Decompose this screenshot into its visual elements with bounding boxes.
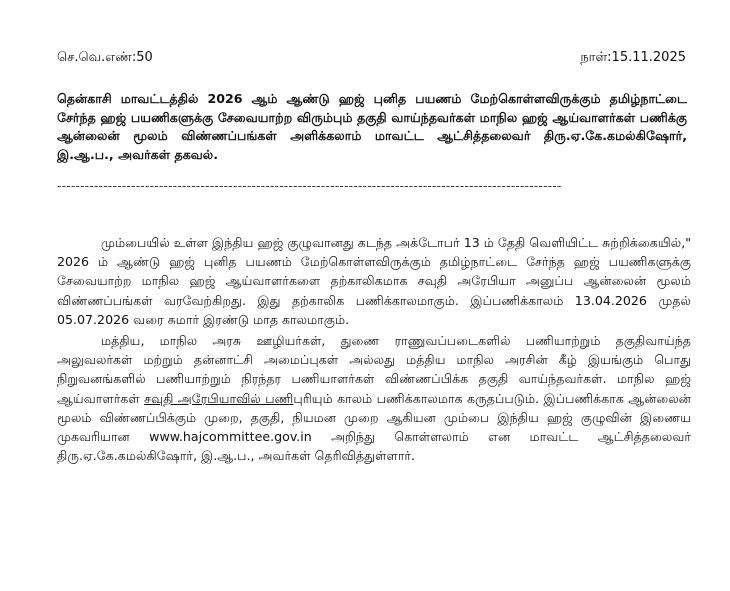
paragraph-1: மும்பையில் உள்ள இந்திய ஹஜ் குழுவானது கடந்த அக்டோபர் 13 ம் தேதி வெளியிட்ட சுற்றிக்கையில்," 2026 ம் ஆண்டு ஹஜ் புனித பயணம் மேற்கொள்ளவிருக்கும் தமிழ்நாட்டை சேர்ந்த ஹஜ் பயணிகளுக்கு சேவையாற்ற மாநில ஹஜ் ஆய்வாளர்களை தற்காலிகமாக சவுதி அரேபியா அனுப்ப ஆன்லைன் மூலம் விண்ணப்பங்கள் வரவேற்கிறது. இது தற்காலிக பணிக்காலமாகும். இப்பணிக்காலம் 13.04.2026 முதல் 05.07.2026 வரை சுமார் இரண்டு மாத காலமாகும். (57, 235, 691, 327)
headline: தென்காசி மாவட்டத்தில் 2026 ஆம் ஆண்டு ஹஜ் புனித பயணம் மேற்கொள்ளவிருக்கும் தமிழ்நாட்டை சேர்ந்த ஹஜ் பயணிகளுக்கு சேவையாற்ற விரும்பும் தகுதி வாய்ந்தவர்கள் மாநில ஹஜ் ஆய்வாளர்கள் பணிக்கு ஆன்லைன் மூலம் விண்ணப்பங்கள் அளிக்கலாம் மாவட்ட ஆட்சித்தலைவர் திரு.ஏ.கே.கமல்கிஷோர், இ.ஆ.ப., அவர்கள் தகவல். (57, 91, 687, 162)
release-date: நாள்:15.11.2025 (580, 50, 686, 65)
paragraph-2-end: புரியும் காலம் பணிக்காலமாக கருதப்படும். இப்பணிக்காக ஆன்லைன் மூலம் விண்ணப்பிக்கும் முறை, தகுதி, நியமன முறை ஆகியன மும்பை இந்திய ஹஜ் குழுவின் இணைய முகவரியான www.hajcommittee.gov.in அறிந்து கொள்ளலாம் என மாவட்ட ஆட்சித்தலைவர் திரு.ஏ.கே.கமல்கிஷோர், இ.ஆ.ப., அவர்கள் தெரிவித்துள்ளார். (57, 390, 692, 464)
paragraph-2-underlined: சவுதி அரேபியாவில் பணி (144, 390, 294, 406)
body-text (57, 233, 691, 465)
separator-line: ------------------------------------------------------------------------------------------------------------- (57, 179, 562, 193)
paragraph-2-start: மத்திய, மாநில அரசு ஊழியர்கள், துணை ராணுவப்படைகளில் பணியாற்றும் தகுதிவாய்ந்த அலுவலர்கள் மற்றும் தன்னாட்சி அமைப்புகள் அல்லது மத்திய மாநில அரசின் கீழ் இயங்கும் பொது நிறுவனங்களில் பணியாற்றும் நிரந்தர பணியாளர்கள் விண்ணப்பிக்க தகுதி வாய்ந்தவர்கள். மாநில ஹஜ் ஆய்வாளர்கள் (57, 333, 691, 406)
reference-number: செ.வெ.எண்:50 (57, 50, 153, 65)
paragraph-2 (57, 331, 691, 465)
